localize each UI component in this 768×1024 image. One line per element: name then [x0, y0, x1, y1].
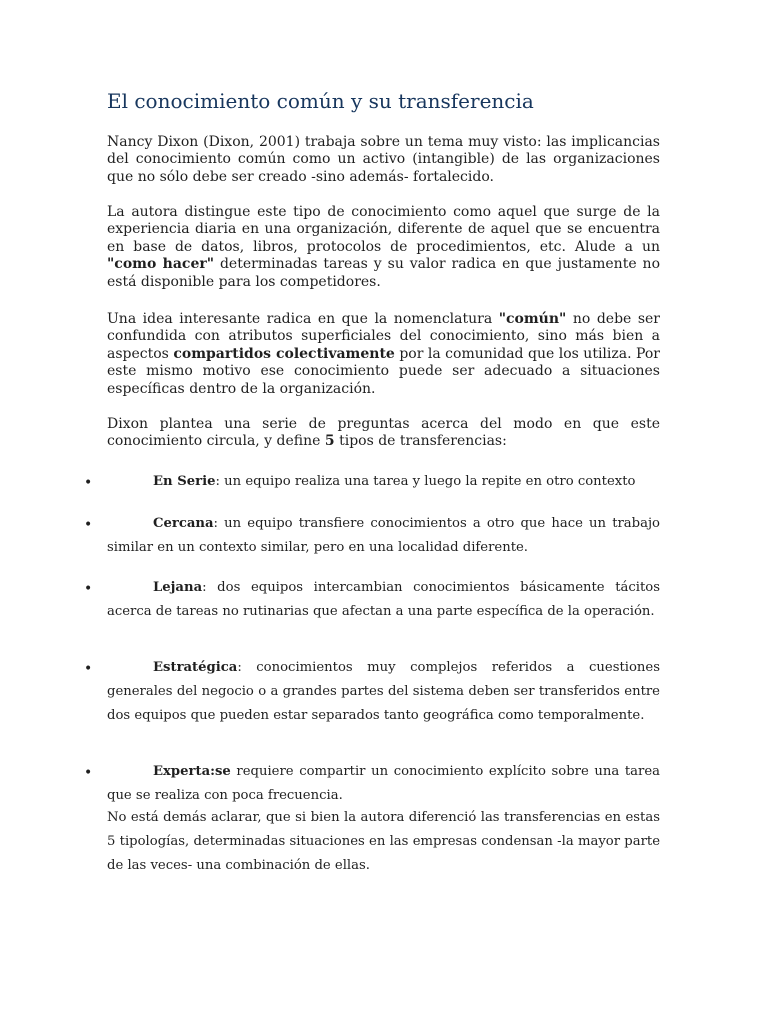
list-item-term: Cercana	[153, 516, 214, 531]
paragraph-definition	[107, 204, 660, 291]
paragraph-text: Dixon plantea una serie de preguntas acerca del modo en que este conocimiento circula, y define	[107, 416, 660, 450]
list-item	[107, 576, 660, 624]
paragraph-text: Una idea interesante radica en que la nomenclatura	[107, 311, 499, 327]
list-item-text: : conocimientos muy complejos referidos a cuestiones generales del negocio o a grandes partes del sistema deben ser transferidos entre dos equipos que pueden estar separados tanto geográfica como temporalmente.	[107, 660, 660, 723]
bullet-icon: •	[84, 475, 93, 491]
list-item-term: En Serie	[153, 474, 216, 489]
list-item	[107, 512, 660, 560]
paragraph-text: por la comunidad que los utiliza. Por este mismo motivo ese conocimiento puede ser adecuado a situaciones específicas dentro de la organización.	[107, 345, 660, 397]
page-title: El conocimiento común y su transferencia	[107, 89, 534, 113]
emphasis-text: "como hacer"	[107, 256, 215, 273]
list-item-text: : dos equipos intercambian conocimientos básicamente tácitos acerca de tareas no rutinarias que afectan a una parte específica de la operación.	[107, 580, 660, 619]
list-item	[107, 470, 660, 494]
list-item-term: Experta:se	[153, 764, 231, 779]
closing-paragraph: No está demás aclarar, que si bien la autora diferenció las transferencias en estas 5 tipologías, determinadas situaciones en las empresas condensan -la mayor parte de las veces- una combinación de ellas.	[107, 810, 660, 873]
bullet-icon: •	[84, 581, 93, 597]
list-item-text: requiere compartir un conocimiento explícito sobre una tarea que se realiza con poca frecuencia.	[107, 764, 660, 803]
paragraph-nomenclature	[107, 311, 660, 398]
paragraph-text: tipos de transferencias:	[334, 433, 507, 450]
paragraph-text: no debe ser confundida con atributos superficiales del conocimiento, sino más bien a aspectos	[107, 311, 661, 362]
emphasis-text: 5	[324, 433, 335, 450]
list-item-term: Lejana	[153, 580, 203, 595]
paragraph-text: determinadas tareas y su valor radica en que justamente no está disponible para los competidores.	[107, 256, 660, 290]
paragraph-intro: Nancy Dixon (Dixon, 2001) trabaja sobre un tema muy visto: las implicancias del conocimiento común como un activo (intangible) de las organizaciones que no sólo debe ser creado -sino además- fortalecido.	[107, 134, 660, 185]
list-item-text: : un equipo realiza una tarea y luego la repite en otro contexto	[215, 474, 636, 489]
list-item	[107, 760, 660, 808]
paragraph-transfer-types	[107, 416, 660, 451]
bullet-icon: •	[84, 765, 93, 781]
list-item-text: : un equipo transfiere conocimientos a otro que hace un trabajo similar en un contexto similar, pero en una localidad diferente.	[107, 516, 660, 555]
bullet-icon: •	[84, 661, 93, 677]
emphasis-text: "común"	[498, 311, 567, 327]
bullet-icon: •	[84, 517, 93, 533]
list-item	[107, 656, 660, 728]
emphasis-text: compartidos colectivamente	[173, 345, 395, 362]
paragraph-text: La autora distingue este tipo de conocimiento como aquel que surge de la experiencia diaria en una organización, diferente de aquel que se encuentra en base de datos, libros, protocolos de procedimientos, etc. Alude a un	[107, 204, 660, 255]
list-item-term: Estratégica	[153, 660, 238, 675]
